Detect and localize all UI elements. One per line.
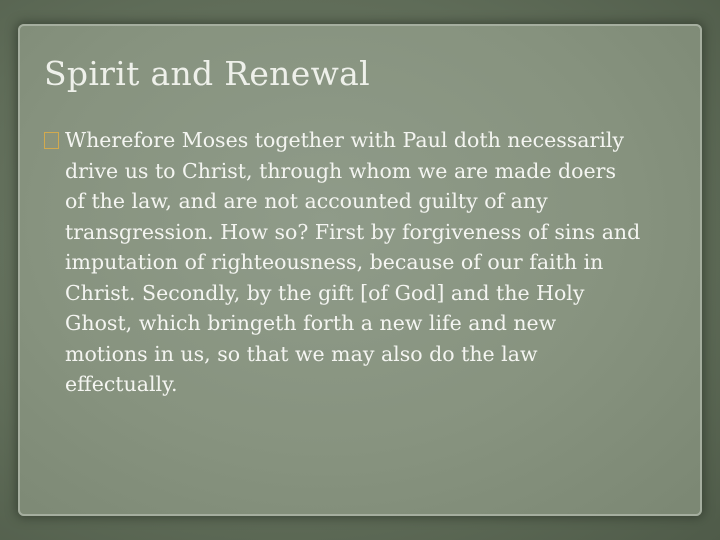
text-line-6: Christ. Secondly, by the gift [of God] and the Holy (65, 280, 585, 305)
slide-body (44, 125, 694, 400)
square-bullet-icon (44, 132, 59, 149)
text-line-1: Wherefore Moses together with Paul doth necessarily (65, 128, 625, 152)
text-line-5: imputation of righteousness, because of our faith in (65, 250, 604, 274)
text-line-7: Ghost, which bringeth forth a new life and new (65, 311, 557, 335)
text-line-2: drive us to Christ, through whom we are made doers (65, 158, 616, 183)
slide-title: Spirit and Renewal (44, 54, 370, 93)
text-line-3: of the law, and are not accounted guilty of any (65, 189, 548, 213)
text-line-9: effectually. (65, 372, 178, 396)
text-line-4: transgression. How so? First by forgiveness of sins and (65, 219, 641, 244)
text-line-8: motions in us, so that we may also do the law (65, 341, 538, 366)
bullet-paragraph (44, 125, 694, 400)
